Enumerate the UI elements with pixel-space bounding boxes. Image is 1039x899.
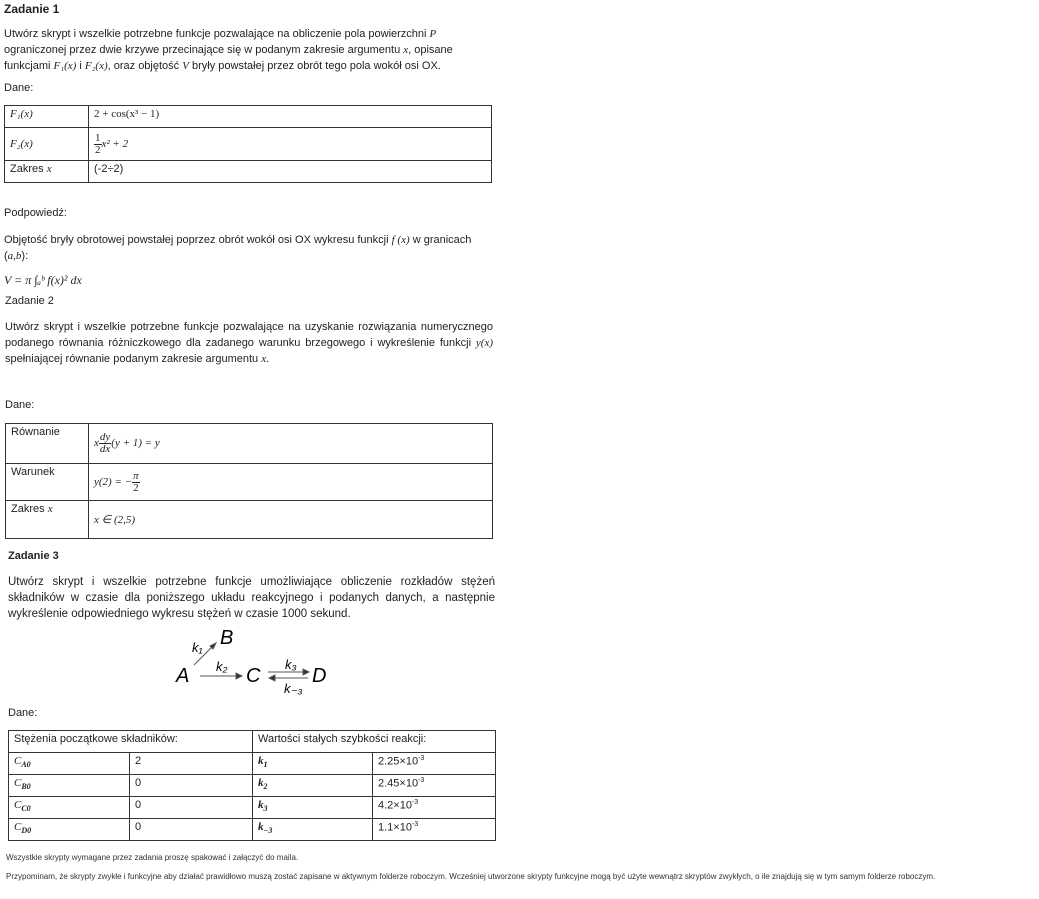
label-k-3: k₋₃: [284, 681, 303, 696]
rate-constant-symbol: $k_3$: [253, 797, 373, 819]
rate-constant-value: $2.45\times 10^{-3}$: [373, 775, 496, 797]
hint-text: Objętość bryły obrotowej powstałej poprzez obrót wokół osi OX wykresu funkcji f (x) w granicach (a,b):: [4, 234, 472, 262]
label-k3: k₃: [285, 657, 297, 672]
table-row: [9, 775, 496, 797]
table-row: [9, 753, 496, 775]
concentration-value: 0: [130, 797, 253, 819]
label-k2: k₂: [216, 659, 228, 674]
volume-formula: V = π ∫ₐᵇ f(x)² dx: [4, 273, 82, 287]
rate-constant-symbol: $k_{-3}$: [253, 819, 373, 841]
table-row: F₁(x) 2 + cos(x³ − 1): [5, 106, 492, 128]
concentration-value: 2: [130, 753, 253, 775]
rate-constant-value: $4.2\times 10^{-3}$: [373, 797, 496, 819]
table-row: [9, 797, 496, 819]
concentration-symbol: $C_{B0}$: [9, 775, 130, 797]
hint-title: Podpowiedź:: [4, 207, 67, 219]
footer-note-2: Przypominam, że skrypty zwykłe i funkcyjne aby działać prawidłowo muszą zostać zapisane w aktywnym folderze roboczym. Wcześniej utworzone skrypty funkcyjne mogą być użyte wewnątrz skryptów zwykłych, o ile znajdują się w tym samym folderze roboczym.: [6, 872, 936, 881]
concentration-value: 0: [130, 819, 253, 841]
fraction: $\frac{1}{2}$: [95, 131, 101, 156]
rate-constant-value: $1.1\times 10^{-3}$: [373, 819, 496, 841]
table-row: Zakres x x ∈ (2,5): [6, 501, 493, 539]
species-d: D: [312, 665, 327, 687]
task1-description: Utwórz skrypt i wszelkie potrzebne funkcje pozwalające na obliczenie pola powierzchni P ograniczonej przez dwie krzywe przecinające się w podanym zakresie argumentu x, opisane funkcjami F₁(x) i F₂(x), oraz objętość V bryły powstałej przez obrót tego pola wokół osi OX.: [4, 28, 453, 72]
task1-title: Zadanie 1: [4, 2, 60, 16]
table-header-row: Stężenia początkowe składników: Wartości stałych szybkości reakcji:: [9, 731, 496, 753]
task2-dane-label: Dane:: [5, 399, 35, 411]
table-row: Warunek y(2) = − $\frac{\pi}{2}$: [6, 464, 493, 501]
fraction: $\frac{\pi}{2}$: [133, 469, 139, 494]
rate-constant-value: $2.25\times 10^{-3}$: [373, 753, 496, 775]
fraction: $\frac{dy}{dx}$: [99, 431, 111, 455]
concentration-value: 0: [130, 775, 253, 797]
concentration-symbol: $C_{A0}$: [9, 753, 130, 775]
task2-data-table: [5, 423, 493, 539]
table-row: Równanie x $\frac{dy}{dx}$ (y + 1) = y: [6, 424, 493, 464]
task3-dane-label: Dane:: [8, 707, 38, 719]
task3-description: Utwórz skrypt i wszelkie potrzebne funkcje umożliwiające obliczenie rozkładów stężeń składników w czasie dla poniższego układu reakcyjnego i podanych danych, a następnie wykreślenie odpowiedniego wykresu stężeń w czasie 1000 sekund.: [8, 576, 495, 620]
table-row: F₂(x) $\frac{1}{2}$ x² + 2: [5, 128, 492, 161]
task3-data-table: [8, 730, 496, 841]
concentration-symbol: $C_{C0}$: [9, 797, 130, 819]
species-b: B: [220, 627, 234, 649]
task1-dane-label: Dane:: [4, 82, 34, 94]
table-row: Zakres x (-2÷2): [5, 161, 492, 183]
footer-note-1: Wszystkie skrypty wymagane przez zadania proszę spakować i załączyć do maila.: [6, 853, 299, 862]
rate-constant-symbol: $k_1$: [253, 753, 373, 775]
task3-title: Zadanie 3: [8, 550, 59, 562]
task2-title: Zadanie 2: [5, 295, 54, 307]
task2-description: Utwórz skrypt i wszelkie potrzebne funkcje pozwalające na uzyskanie rozwiązania numerycznego podanego równania różniczkowego dla zadanego warunku brzegowego i wykreślenie funkcji y(x) spełniającej równanie podanym zakresie argumentu x.: [5, 321, 493, 365]
table-row: [9, 819, 496, 841]
species-c: C: [246, 665, 261, 687]
reaction-scheme-diagram: [170, 625, 340, 700]
task1-data-table: [4, 105, 492, 183]
label-k1: k₁: [192, 640, 203, 655]
concentration-symbol: $C_{D0}$: [9, 819, 130, 841]
species-a: A: [176, 665, 190, 687]
rate-constant-symbol: $k_2$: [253, 775, 373, 797]
